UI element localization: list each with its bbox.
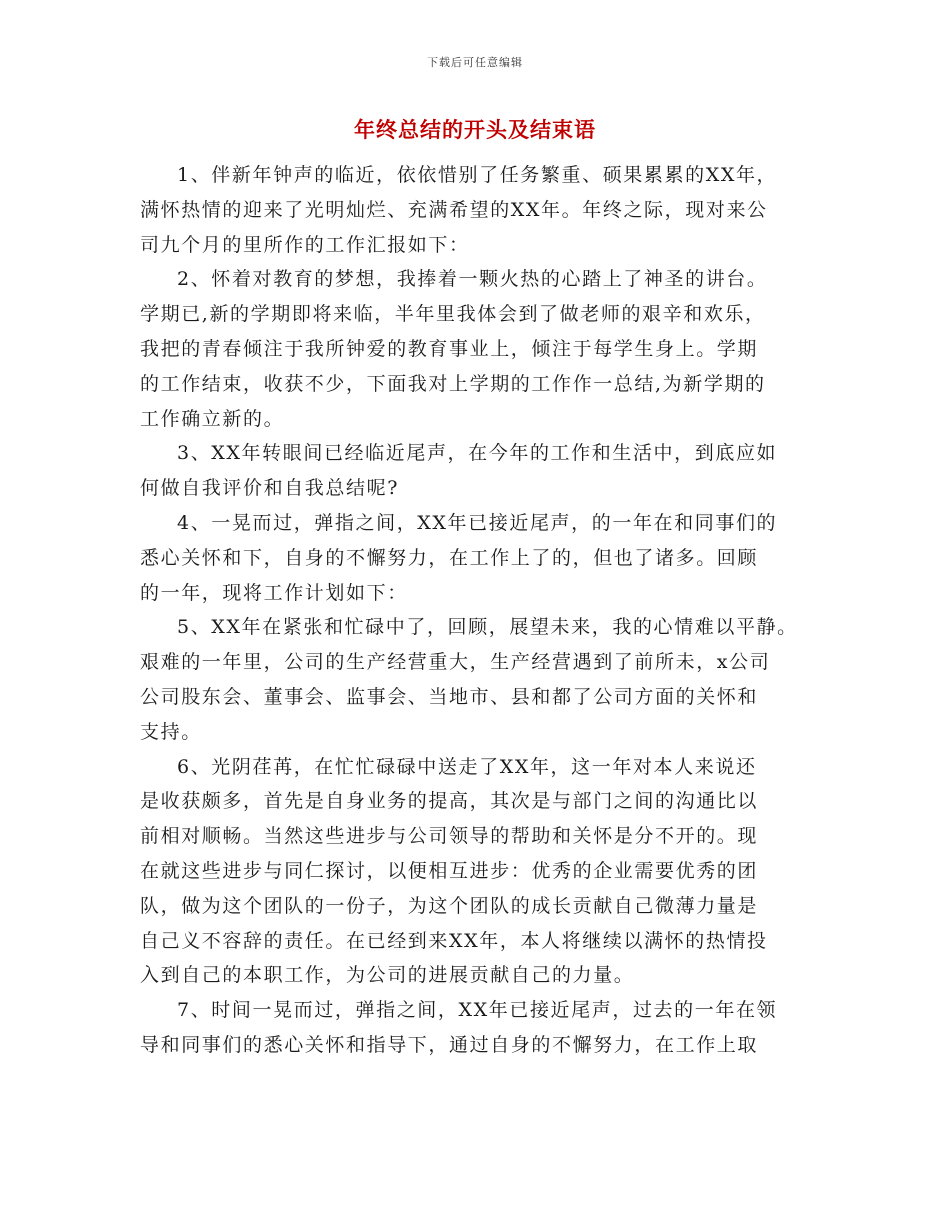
paragraph-line: 何做自我评价和自我总结呢? — [140, 477, 399, 500]
paragraph-line: 是收获颇多，首先是自身业务的提高，其次是与部门之间的沟通比以 — [140, 790, 759, 813]
paragraph-line: 在就这些进步与同仁探讨，以便相互进步：优秀的企业需要优秀的团 — [140, 859, 759, 882]
paragraph-line: 自己义不容辞的责任。在已经到来XX年，本人将继续以满怀的热情投 — [140, 929, 768, 952]
paragraph-line: 的一年，现将工作计划如下： — [140, 581, 408, 604]
paragraph-5 — [140, 610, 820, 749]
paragraph-line: 队，做为这个团队的一份子，为这个团队的成长贡献自己微薄力量是 — [140, 894, 759, 917]
document-body — [140, 158, 820, 1063]
paragraph-line: 公司股东会、董事会、监事会、当地市、县和都了公司方面的关怀和 — [140, 685, 759, 708]
document-title: 年终总结的开头及结束语 — [354, 117, 596, 142]
paragraph-line: 1、伴新年钟声的临近，依依惜别了任务繁重、硕果累累的XX年， — [177, 164, 778, 186]
paragraph-line: 工作确立新的。 — [140, 407, 285, 430]
paragraph-line: 前相对顺畅。当然这些进步与公司领导的帮助和关怀是分不开的。现 — [140, 825, 759, 848]
paragraph-line: 导和同事们的悉心关怀和指导下，通过自身的不懈努力，在工作上取 — [140, 1033, 759, 1056]
paragraph-line: 艰难的一年里，公司的生产经营重大，生产经营遇到了前所未，x公司 — [140, 651, 771, 674]
header-note: 下载后可任意编辑 — [427, 56, 523, 69]
paragraph-7 — [140, 993, 820, 1063]
paragraph-line: 的工作结束，收获不少，下面我对上学期的工作作一总结,为新学期的 — [140, 372, 766, 395]
paragraph-4 — [140, 506, 820, 610]
paragraph-line: 满怀热情的迎来了光明灿烂、充满希望的XX年。年终之际，现对来公 — [140, 198, 768, 221]
paragraph-line: 司九个月的里所作的工作汇报如下： — [140, 233, 470, 256]
paragraph-line: 7、时间一晃而过，弹指之间，XX年已接近尾声，过去的一年在领 — [177, 999, 778, 1022]
paragraph-line: 3、XX年转眼间已经临近尾声，在今年的工作和生活中，到底应如 — [177, 442, 778, 465]
paragraph-line: 6、光阴荏苒，在忙忙碌碌中送走了XX年，这一年对本人来说还 — [177, 755, 757, 778]
paragraph-line: 入到自己的本职工作，为公司的进展贡献自己的力量。 — [140, 964, 635, 987]
paragraph-line: 支持。 — [140, 720, 202, 743]
paragraph-2 — [140, 262, 820, 436]
paragraph-line: 5、XX年在紧张和忙碌中了，回顾，展望未来，我的心情难以平静。 — [177, 616, 798, 639]
paragraph-line: 4、一晃而过，弹指之间，XX年已接近尾声，的一年在和同事们的 — [177, 511, 778, 534]
paragraph-line: 2、怀着对教育的梦想，我捧着一颗火热的心踏上了神圣的讲台。 — [177, 268, 768, 291]
paragraph-1 — [140, 158, 820, 262]
paragraph-3 — [140, 436, 820, 506]
paragraph-line: 我把的青春倾注于我所钟爱的教育事业上，倾注于每学生身上。学期 — [140, 337, 759, 360]
paragraph-line: 学期已,新的学期即将来临，半年里我体会到了做老师的艰辛和欢乐， — [140, 303, 766, 326]
paragraph-6 — [140, 750, 820, 994]
paragraph-line: 悉心关怀和下，自身的不懈努力，在工作上了的，但也了诸多。回顾 — [140, 546, 759, 569]
